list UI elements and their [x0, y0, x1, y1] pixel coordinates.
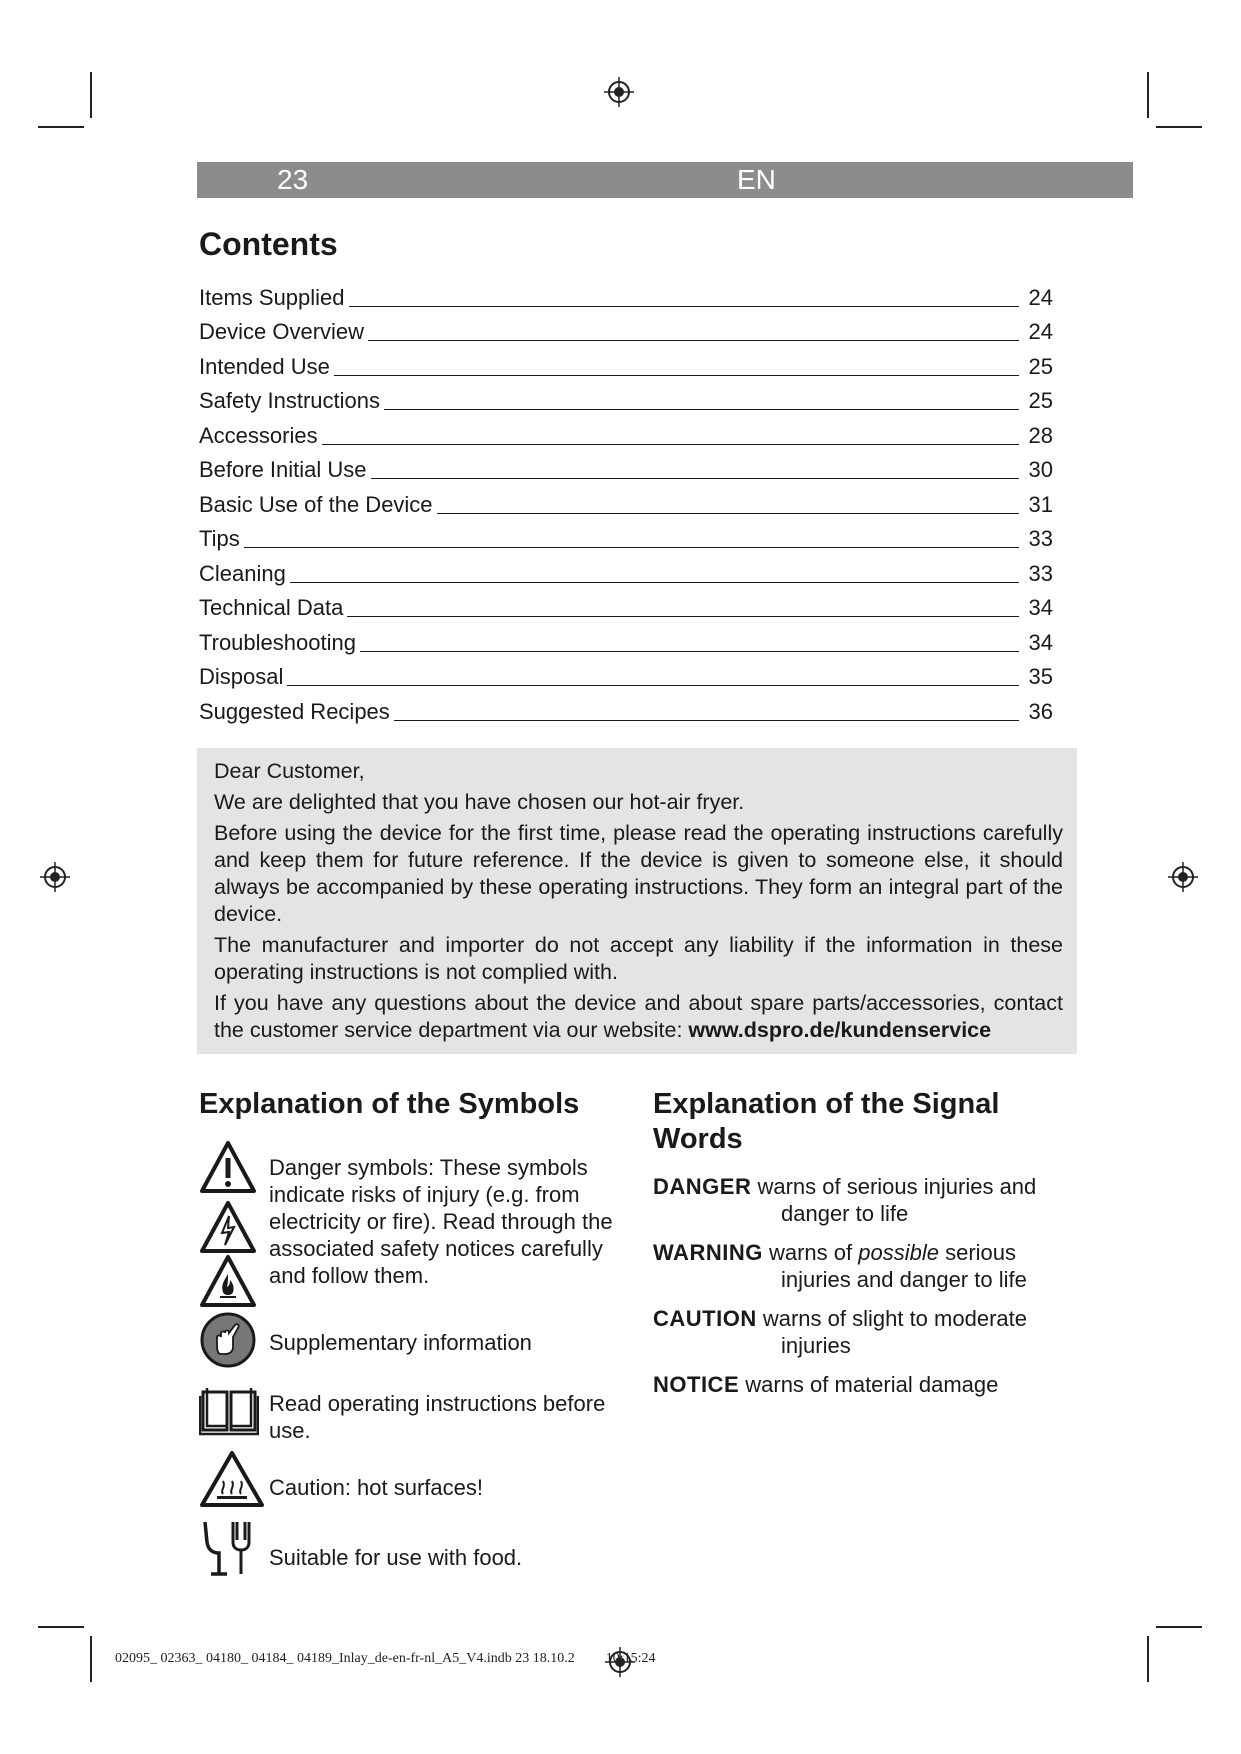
print-time: 10:15:24	[605, 1651, 656, 1666]
toc-entry-page: 31	[1028, 491, 1053, 517]
toc-entry-page: 30	[1028, 457, 1053, 482]
toc-entry-page: 33	[1028, 560, 1053, 586]
toc-entry-label: Accessories	[199, 422, 318, 448]
signal-word: WARNING	[653, 1240, 763, 1265]
page-header-bar	[197, 162, 1133, 198]
toc-entry-label: Basic Use of the Device	[199, 491, 433, 517]
toc-leader-line	[394, 720, 1019, 721]
toc-entry-page: 24	[1028, 319, 1053, 344]
toc-entry[interactable]	[199, 518, 1053, 553]
intro-paragraph: Before using the device for the first time, please read the operating instructions carefully and keep them for future reference. If the device is given to someone else, it should always be accompanied by these operating instructions. They form an integral part of the device.	[214, 821, 1063, 926]
toc-leader-line	[244, 547, 1019, 548]
intro-contact-text: If you have any questions about the device and about spare parts/accessories, contact the customer service department via our website:	[214, 991, 1063, 1042]
toc-entry-page: 34	[1028, 629, 1053, 655]
intro-paragraph	[214, 990, 1063, 1044]
toc-entry[interactable]	[199, 311, 1053, 346]
toc-leader-line	[360, 651, 1019, 652]
toc-entry-label: Tips	[199, 526, 240, 551]
toc-entry[interactable]	[199, 690, 1053, 725]
toc-entry-label: Device Overview	[199, 319, 365, 344]
toc-leader-line	[287, 685, 1019, 686]
toc-entry-page: 36	[1028, 698, 1053, 724]
toc-entry[interactable]	[199, 276, 1053, 311]
toc-entry[interactable]	[199, 483, 1053, 518]
toc-entry-page: 35	[1028, 664, 1053, 689]
signal-word: DANGER	[653, 1174, 752, 1199]
toc-leader-line	[384, 409, 1019, 410]
toc-leader-line	[322, 444, 1019, 445]
hot-surfaces-text: Caution: hot surfaces!	[269, 1475, 484, 1500]
page-number: 23	[277, 164, 309, 195]
toc-leader-line	[368, 340, 1019, 341]
book-icon	[199, 1384, 259, 1436]
toc-entry-label: Safety Instructions	[199, 388, 380, 413]
hand-pointing-icon	[199, 1311, 257, 1369]
signal-notice: NOTICE warns of material damage	[653, 1372, 999, 1397]
toc-entry-page: 34	[1028, 595, 1053, 620]
toc-leader-line	[347, 616, 1019, 617]
intro-paragraph: We are delighted that you have chosen our hot-air fryer.	[214, 790, 745, 814]
crop-mark	[90, 1636, 92, 1682]
toc-entry-page: 33	[1028, 526, 1053, 551]
registration-mark-icon	[604, 77, 634, 107]
danger-symbols-text: Danger symbols: These symbols indicate risks of injury (e.g. from electricity or fire). Read through the associated safety notices carefully and follow them.	[269, 1155, 613, 1288]
symbols-title: Explanation of the Symbols	[199, 1088, 580, 1120]
intro-box	[197, 748, 1077, 1054]
toc-entry-label: Before Initial Use	[199, 457, 367, 482]
toc-entry[interactable]	[199, 449, 1053, 484]
toc-entry-page: 25	[1028, 353, 1053, 379]
hot-surface-icon	[199, 1450, 265, 1508]
toc-entry[interactable]	[199, 380, 1053, 415]
signal-words-list	[653, 1173, 1073, 1410]
toc-leader-line	[290, 582, 1019, 583]
toc-entry-page: 25	[1028, 388, 1053, 413]
toc-entry-page: 28	[1028, 422, 1053, 448]
crop-mark	[38, 1626, 84, 1628]
toc-entry-label: Disposal	[199, 664, 284, 689]
toc-entry[interactable]	[199, 552, 1053, 587]
intro-greeting: Dear Customer,	[214, 759, 365, 783]
toc-entry-label: Suggested Recipes	[199, 698, 390, 724]
toc-leader-line	[349, 306, 1019, 307]
intro-paragraph: The manufacturer and importer do not accept any liability if the information in these operating instructions is not complied with.	[214, 933, 1063, 984]
crop-mark	[90, 72, 92, 118]
symbol-read-instructions	[199, 1380, 619, 1443]
symbol-food-safe	[199, 1518, 619, 1578]
electricity-hazard-icon	[199, 1200, 257, 1254]
crop-mark	[1156, 1626, 1202, 1628]
symbol-hot-surfaces	[199, 1450, 619, 1510]
toc-entry[interactable]	[199, 587, 1053, 622]
crop-mark	[1156, 126, 1202, 128]
toc-leader-line	[371, 478, 1019, 479]
toc-leader-line	[437, 513, 1019, 514]
supplementary-text: Supplementary information	[269, 1330, 532, 1355]
print-slug	[115, 1651, 656, 1667]
contents-title: Contents	[199, 226, 338, 262]
warning-exclamation-icon	[199, 1140, 257, 1194]
signal-word: CAUTION	[653, 1306, 757, 1331]
signal-caution: CAUTION warns of slight to moderate injuries	[653, 1306, 1027, 1358]
toc-entry-label: Troubleshooting	[199, 629, 356, 655]
signal-danger: DANGER warns of serious injuries and danger to life	[653, 1174, 1037, 1226]
signal-word: NOTICE	[653, 1372, 740, 1397]
registration-mark-icon	[40, 862, 70, 892]
toc-entry[interactable]	[199, 414, 1053, 449]
signal-words-title: Explanation of the Signal Words	[653, 1088, 1000, 1155]
crop-mark	[38, 126, 84, 128]
toc-entry-label: Cleaning	[199, 560, 286, 586]
toc-entry[interactable]	[199, 621, 1053, 656]
language-code: EN	[737, 164, 776, 195]
toc-leader-line	[334, 375, 1019, 376]
toc-entry[interactable]	[199, 345, 1053, 380]
print-date: 18.10.2	[532, 1651, 575, 1666]
toc-entry[interactable]	[199, 656, 1053, 691]
fire-hazard-icon	[199, 1254, 257, 1308]
toc-entry-label: Items Supplied	[199, 284, 345, 310]
signal-warning: WARNING warns of possible serious injuries and danger to life	[653, 1240, 1027, 1292]
crop-mark	[1147, 72, 1149, 118]
table-of-contents	[199, 276, 1053, 725]
glass-fork-icon	[199, 1518, 259, 1578]
read-instructions-text: Read operating instructions before use.	[269, 1391, 606, 1443]
symbol-supplementary	[199, 1311, 619, 1371]
toc-entry-label: Intended Use	[199, 353, 330, 379]
food-safe-text: Suitable for use with food.	[269, 1545, 523, 1570]
file-name: 02095_ 02363_ 04180_ 04184_ 04189_Inlay_de-en-fr-nl_A5_V4.indb 23	[115, 1651, 530, 1666]
crop-mark	[1147, 1636, 1149, 1682]
registration-mark-icon	[1168, 862, 1198, 892]
website-link[interactable]: www.dspro.de/kundenservice	[688, 1018, 992, 1042]
toc-entry-page: 24	[1028, 284, 1053, 310]
toc-entry-label: Technical Data	[199, 595, 344, 620]
symbol-danger	[199, 1140, 619, 1300]
